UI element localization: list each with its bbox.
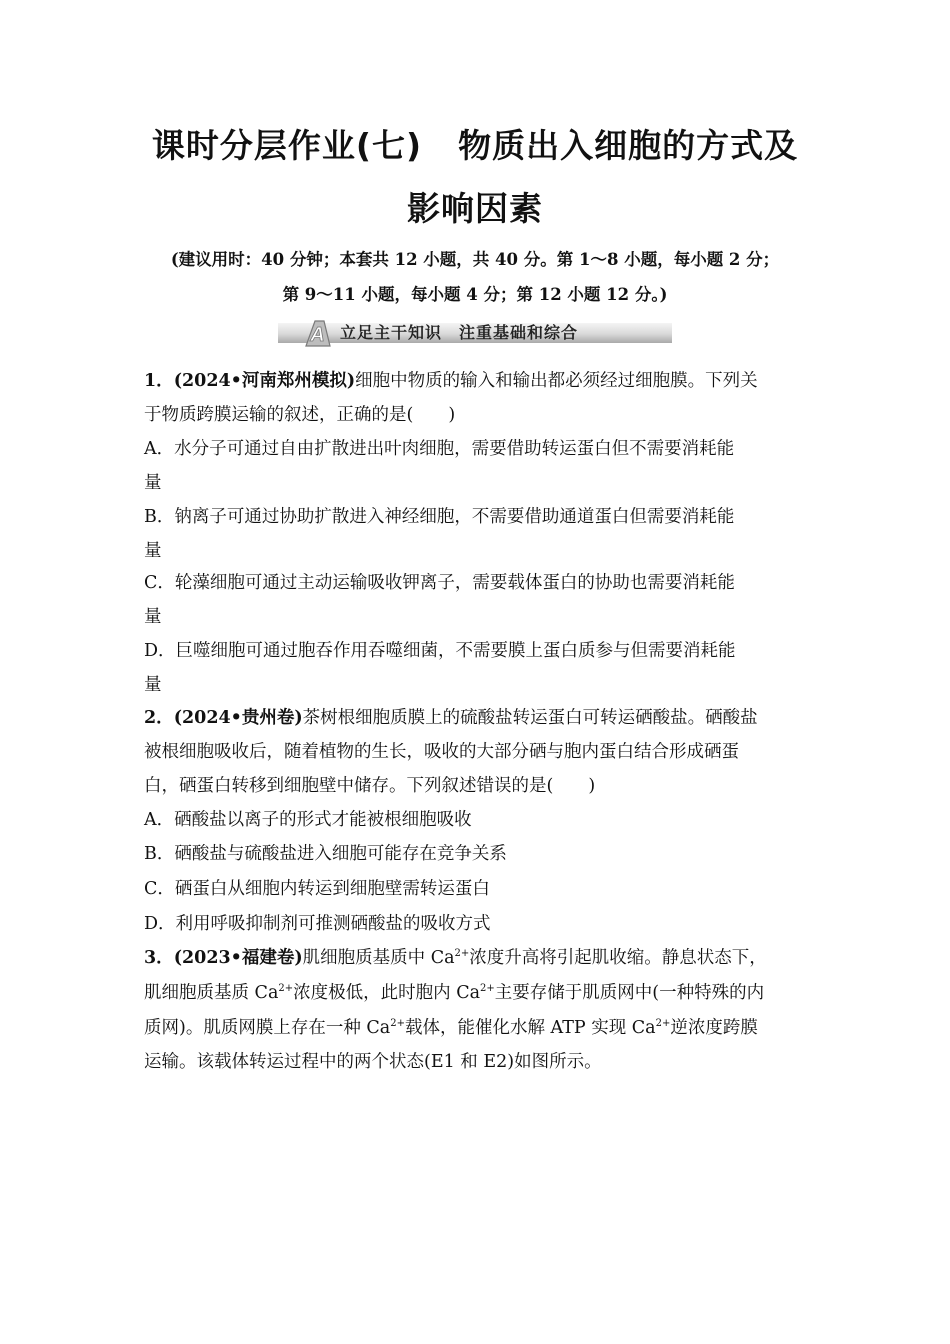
q3-stem-line4: 运输。该载体转运过程中的两个状态(E1 和 E2)如图所示。 bbox=[144, 1052, 602, 1072]
q2-stem-line1: 2．(2024•贵州卷)茶树根细胞质膜上的硫酸盐转运蛋白可转运硒酸盐。硒酸盐 bbox=[144, 708, 758, 728]
calcium-charge: 2+ bbox=[480, 983, 495, 994]
section-header-label: 立足主干知识 注重基础和综合 bbox=[340, 323, 579, 342]
q2-option-d: D．利用呼吸抑制剂可推测硒酸盐的吸收方式 bbox=[144, 914, 491, 934]
q1-option-a-cont: 量 bbox=[144, 473, 162, 493]
q1-stem-line1: 1．(2024•河南郑州模拟)细胞中物质的输入和输出都必须经过细胞膜。下列关 bbox=[144, 371, 758, 391]
calcium-charge: 2+ bbox=[655, 1018, 671, 1029]
q1-source: (2024•河南郑州模拟) bbox=[173, 371, 356, 391]
time-note-line1: (建议用时：40 分钟；本套共 12 小题，共 40 分。第 1～8 小题，每小题 2 分； bbox=[170, 250, 780, 269]
q2-source: (2024•贵州卷) bbox=[173, 708, 303, 728]
q3-source: (2023•福建卷) bbox=[173, 948, 303, 968]
q2-option-c: C．硒蛋白从细胞内转运到细胞壁需转运蛋白 bbox=[144, 879, 490, 899]
q3-stem-line2: 肌细胞质基质 $Ca^{2+}$浓度极低，此时胞内 $Ca^{2+}$主要存储于肌质网中(一种特殊的内 bbox=[144, 983, 765, 1003]
section-header bbox=[278, 318, 672, 348]
q1-option-a: A．水分子可通过自由扩散进出叶肉细胞，需要借助转运蛋白但不需要消耗能 bbox=[144, 439, 735, 459]
q1-stem-line2: 于物质跨膜运输的叙述，正确的是( ) bbox=[144, 405, 456, 425]
q2-option-b: B．硒酸盐与硫酸盐进入细胞可能存在竞争关系 bbox=[144, 844, 507, 864]
q3-stem-line1: 3．(2023•福建卷)肌细胞质基质中 $Ca^{2+}$浓度升高将引起肌收缩。静息状态下， bbox=[144, 948, 767, 968]
q3-stem-line3: 质网)。肌质网膜上存在一种 $Ca^{2+}$载体，能催化水解 ATP 实现 $Ca^{2+}$逆浓度跨膜 bbox=[144, 1018, 758, 1038]
q1-option-b: B．钠离子可通过协助扩散进入神经细胞，不需要借助通道蛋白但需要消耗能 bbox=[144, 507, 735, 527]
q2-number: 2． bbox=[144, 708, 174, 728]
q1-option-b-cont: 量 bbox=[144, 541, 162, 561]
q2-option-a: A．硒酸盐以离子的形式才能被根细胞吸收 bbox=[144, 810, 472, 830]
q2-stem-line2: 被根细胞吸收后，随着植物的生长，吸收的大部分硒与胞内蛋白结合形成硒蛋 bbox=[144, 742, 739, 762]
q1-option-c: C．轮藻细胞可通过主动运输吸收钾离子，需要载体蛋白的协助也需要消耗能 bbox=[144, 573, 735, 593]
title-series: 课时分层作业(七) bbox=[151, 126, 423, 165]
q2-stem-line3: 白，硒蛋白转移到细胞壁中储存。下列叙述错误的是( ) bbox=[144, 776, 596, 796]
page-title-line2: 影响因素 bbox=[407, 189, 543, 228]
q1-option-c-cont: 量 bbox=[144, 607, 162, 627]
time-note-line2: 第 9～11 小题，每小题 4 分；第 12 小题 12 分。) bbox=[282, 285, 668, 304]
q1-option-d: D．巨噬细胞可通过胞吞作用吞噬细菌，不需要膜上蛋白质参与但需要消耗能 bbox=[144, 641, 736, 661]
q1-option-d-cont: 量 bbox=[144, 675, 162, 695]
calcium-charge: 2+ bbox=[390, 1018, 405, 1029]
title-topic: 物质出入细胞的方式及 bbox=[458, 126, 799, 165]
q1-number: 1． bbox=[144, 371, 174, 391]
section-a-badge-icon bbox=[302, 318, 332, 348]
calcium-charge: 2+ bbox=[278, 983, 294, 994]
calcium-charge: 2+ bbox=[454, 948, 470, 959]
page-title-line1 bbox=[120, 126, 830, 166]
q3-number: 3． bbox=[144, 948, 174, 968]
section-badge-letter: A bbox=[310, 324, 325, 346]
